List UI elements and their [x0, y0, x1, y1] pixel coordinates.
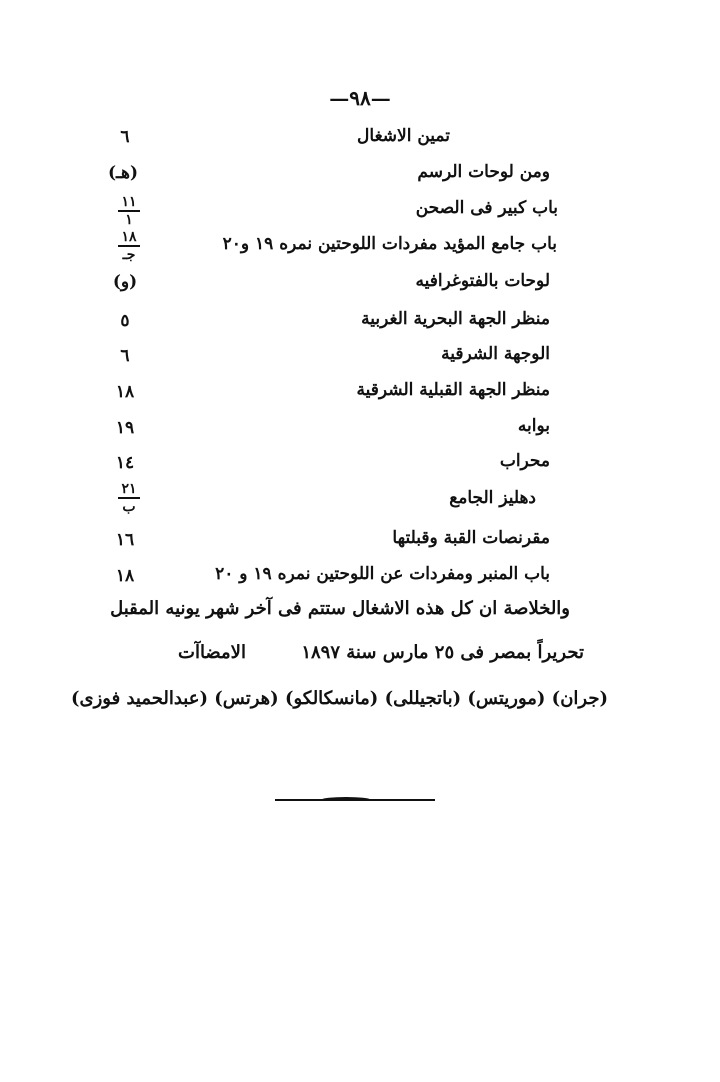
- entry-number: ١٦: [115, 530, 135, 550]
- signatures-label: الامضاآت: [178, 642, 246, 663]
- date-line: تحريراً بمصر فى ٢٥ مارس سنة ١٨٩٧: [301, 642, 584, 663]
- entry-number: ١٨: [115, 566, 135, 586]
- entry-fraction: [118, 195, 140, 227]
- entry-number: ٦: [120, 346, 130, 366]
- entry-text: دهليز الجامع: [449, 488, 536, 508]
- entry-number: (هـ): [107, 163, 138, 183]
- closing-rule-ornament: [322, 797, 370, 802]
- fraction-numerator: ١١: [118, 195, 140, 212]
- entry-text: مقرنصات القبة وقبلتها: [392, 528, 550, 548]
- signatories-line: (جران) (موريتس) (باتجيللى) (مانسكالكو) (هرتس) (عبدالحميد فوزى): [71, 688, 608, 709]
- fraction-denominator: ب: [122, 499, 136, 515]
- entry-text: بوابه: [517, 416, 550, 436]
- entry-text: منظر الجهة القبلية الشرقية: [356, 380, 550, 400]
- entry-number: ١٨: [115, 382, 135, 402]
- fraction-numerator: ٢١: [118, 482, 140, 499]
- entry-text: ومن لوحات الرسم: [417, 162, 550, 182]
- fraction-denominator: جـ: [122, 247, 136, 263]
- entry-fraction: [118, 482, 140, 514]
- entry-number: ٦: [120, 127, 130, 147]
- entry-text: تمين الاشغال: [357, 126, 450, 146]
- entry-text: لوحات بالفتوغرافيه: [415, 271, 550, 291]
- entry-text: باب كبير فى الصحن: [415, 198, 558, 218]
- entry-text: باب المنبر ومفردات عن اللوحتين نمره ١٩ و ٢٠: [215, 564, 550, 584]
- entry-number: (و): [112, 272, 138, 292]
- entry-text: الوجهة الشرقية: [441, 344, 550, 364]
- entry-text: محراب: [499, 451, 550, 471]
- entry-number: ٥: [120, 311, 130, 331]
- entry-text: منظر الجهة البحرية الغربية: [361, 309, 550, 329]
- entry-text: باب جامع المؤيد مفردات اللوحتين نمره ١٩ و٢٠: [222, 234, 557, 254]
- entry-number: ١٤: [115, 453, 135, 473]
- fraction-denominator: ١: [125, 212, 133, 228]
- fraction-numerator: ١٨: [118, 230, 140, 247]
- page-number: —٩٨—: [329, 86, 391, 110]
- conclusion-text: والخلاصة ان كل هذه الاشغال ستتم فى آخر شهر يونيه المقبل: [110, 598, 570, 619]
- entry-number: ١٩: [115, 418, 135, 438]
- entry-fraction: [118, 230, 140, 262]
